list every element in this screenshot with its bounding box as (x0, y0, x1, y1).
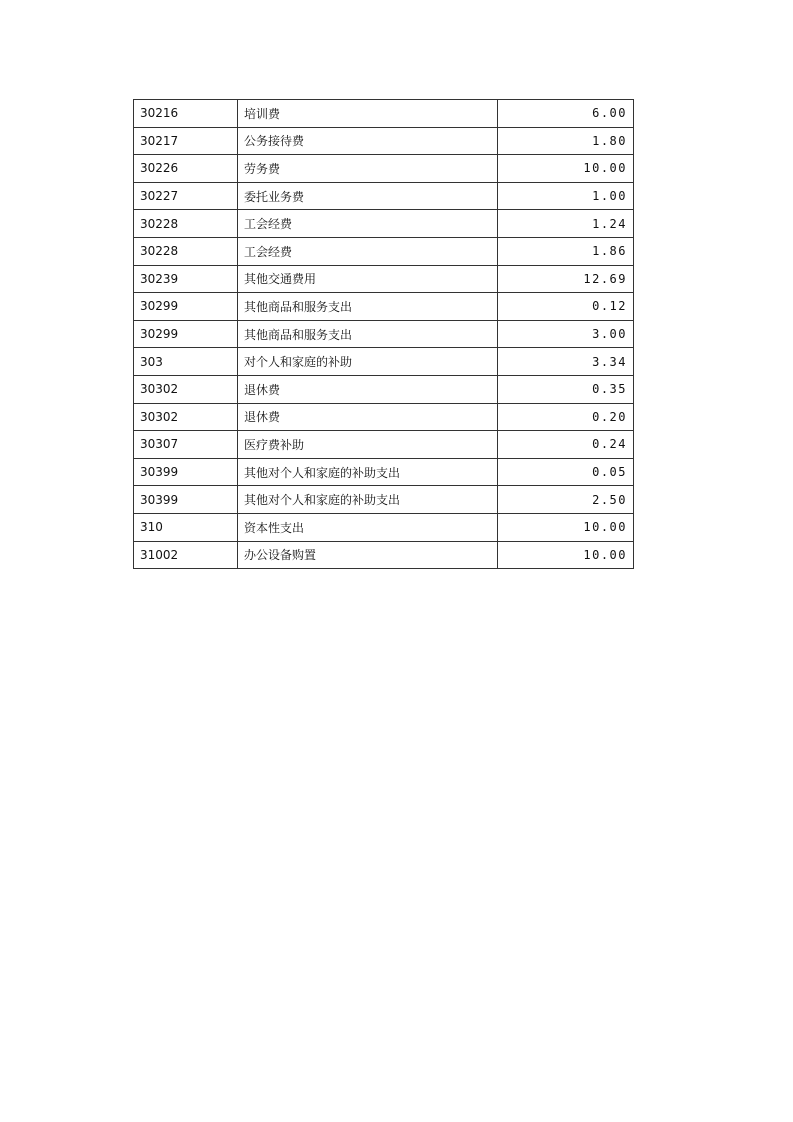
expense-name-cell: 劳务费 (238, 155, 498, 183)
table-row (134, 320, 634, 348)
expense-name-cell: 退休费 (238, 403, 498, 431)
expense-amount-cell: 6.00 (498, 100, 634, 128)
expense-name-cell: 医疗费补助 (238, 431, 498, 459)
expense-code-cell: 30307 (134, 431, 238, 459)
expense-name-cell: 对个人和家庭的补助 (238, 348, 498, 376)
expense-amount-cell: 10.00 (498, 513, 634, 541)
expense-code-cell: 303 (134, 348, 238, 376)
table-row (134, 541, 634, 569)
table-body (134, 100, 634, 569)
table-row (134, 513, 634, 541)
expense-name-cell: 委托业务费 (238, 182, 498, 210)
expense-name-cell: 工会经费 (238, 237, 498, 265)
expense-name-cell: 资本性支出 (238, 513, 498, 541)
expense-amount-cell: 1.86 (498, 237, 634, 265)
expense-code-cell: 30217 (134, 127, 238, 155)
expense-name-cell: 培训费 (238, 100, 498, 128)
expense-code-cell: 30239 (134, 265, 238, 293)
expense-code-cell: 30228 (134, 237, 238, 265)
expense-amount-cell: 12.69 (498, 265, 634, 293)
expense-amount-cell: 0.24 (498, 431, 634, 459)
expense-amount-cell: 0.12 (498, 293, 634, 321)
expense-code-cell: 30227 (134, 182, 238, 210)
expense-amount-cell: 3.34 (498, 348, 634, 376)
expense-amount-cell: 1.00 (498, 182, 634, 210)
expense-code-cell: 30302 (134, 403, 238, 431)
expense-code-cell: 30228 (134, 210, 238, 238)
expense-code-cell: 30299 (134, 320, 238, 348)
expense-amount-cell: 3.00 (498, 320, 634, 348)
table-row (134, 237, 634, 265)
budget-expenditure-table (133, 99, 634, 569)
table-row (134, 431, 634, 459)
table-row (134, 293, 634, 321)
expense-amount-cell: 2.50 (498, 486, 634, 514)
expense-name-cell: 其他交通费用 (238, 265, 498, 293)
table-row (134, 375, 634, 403)
expense-amount-cell: 1.24 (498, 210, 634, 238)
expense-name-cell: 其他商品和服务支出 (238, 293, 498, 321)
expense-code-cell: 30299 (134, 293, 238, 321)
table-row (134, 486, 634, 514)
expense-name-cell: 办公设备购置 (238, 541, 498, 569)
expense-code-cell: 30399 (134, 458, 238, 486)
expense-code-cell: 30216 (134, 100, 238, 128)
table-row (134, 127, 634, 155)
table-row (134, 265, 634, 293)
expense-amount-cell: 0.05 (498, 458, 634, 486)
table-row (134, 403, 634, 431)
expense-amount-cell: 1.80 (498, 127, 634, 155)
table-row (134, 210, 634, 238)
expense-amount-cell: 10.00 (498, 155, 634, 183)
expense-code-cell: 31002 (134, 541, 238, 569)
expense-amount-cell: 0.20 (498, 403, 634, 431)
expense-code-cell: 30302 (134, 375, 238, 403)
expense-code-cell: 30399 (134, 486, 238, 514)
expense-name-cell: 退休费 (238, 375, 498, 403)
expense-amount-cell: 10.00 (498, 541, 634, 569)
table-row (134, 458, 634, 486)
expense-name-cell: 其他对个人和家庭的补助支出 (238, 486, 498, 514)
expense-amount-cell: 0.35 (498, 375, 634, 403)
expense-code-cell: 30226 (134, 155, 238, 183)
expense-code-cell: 310 (134, 513, 238, 541)
table-row (134, 182, 634, 210)
expense-name-cell: 其他对个人和家庭的补助支出 (238, 458, 498, 486)
expense-name-cell: 工会经费 (238, 210, 498, 238)
table-row (134, 155, 634, 183)
expense-name-cell: 公务接待费 (238, 127, 498, 155)
table-row (134, 348, 634, 376)
expense-name-cell: 其他商品和服务支出 (238, 320, 498, 348)
table-row (134, 100, 634, 128)
